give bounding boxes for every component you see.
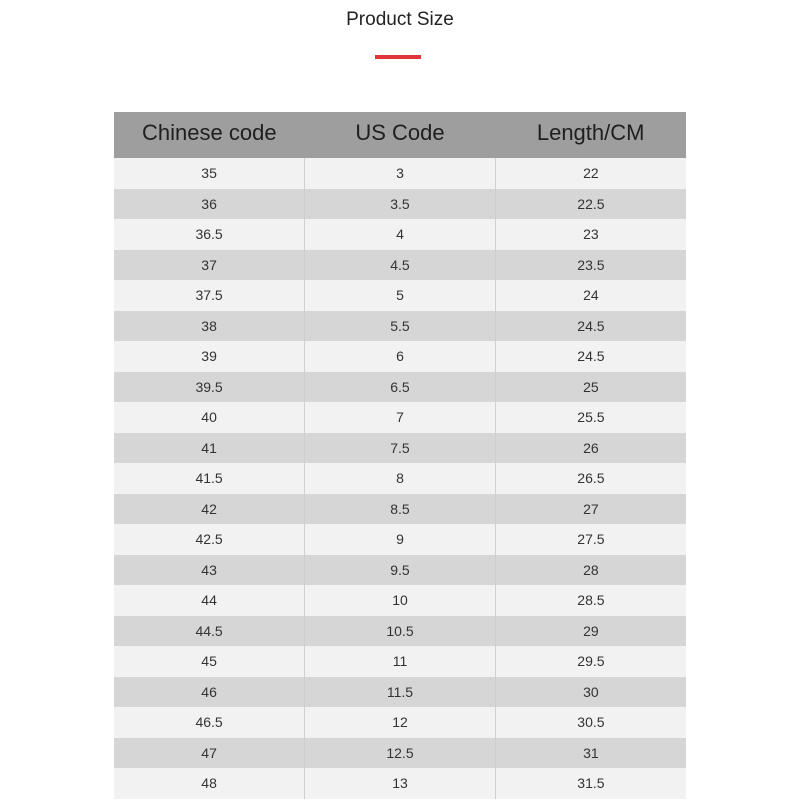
cell-length-cm: 28.5 [495,585,686,616]
cell-chinese-code: 44 [114,585,305,616]
cell-length-cm: 27 [495,494,686,525]
cell-us-code: 13 [305,768,496,799]
cell-us-code: 6.5 [305,372,496,403]
cell-chinese-code: 47 [114,738,305,769]
table-row [114,402,686,433]
cell-us-code: 7.5 [305,433,496,464]
title-accent-bar [375,55,421,59]
cell-chinese-code: 44.5 [114,616,305,647]
cell-length-cm: 26.5 [495,463,686,494]
cell-chinese-code: 46 [114,677,305,708]
cell-us-code: 4 [305,219,496,250]
cell-length-cm: 31 [495,738,686,769]
cell-length-cm: 30.5 [495,707,686,738]
table-row [114,738,686,769]
cell-us-code: 6 [305,341,496,372]
cell-chinese-code: 42.5 [114,524,305,555]
table-row [114,219,686,250]
cell-chinese-code: 36 [114,189,305,220]
table-row [114,555,686,586]
cell-length-cm: 27.5 [495,524,686,555]
cell-chinese-code: 46.5 [114,707,305,738]
size-table-body [114,158,686,799]
table-row [114,250,686,281]
cell-chinese-code: 48 [114,768,305,799]
header-length-cm [495,112,686,158]
table-row [114,189,686,220]
table-row [114,768,686,799]
cell-chinese-code: 37.5 [114,280,305,311]
table-row [114,707,686,738]
header-label: Chinese code [142,120,277,145]
cell-us-code: 12 [305,707,496,738]
cell-us-code: 9.5 [305,555,496,586]
cell-us-code: 5 [305,280,496,311]
table-row [114,585,686,616]
table-row [114,372,686,403]
cell-length-cm: 23.5 [495,250,686,281]
cell-length-cm: 24.5 [495,341,686,372]
table-row [114,677,686,708]
header-row [114,112,686,158]
table-row [114,494,686,525]
table-row [114,646,686,677]
cell-us-code: 8 [305,463,496,494]
cell-length-cm: 30 [495,677,686,708]
cell-chinese-code: 35 [114,158,305,189]
table-row [114,280,686,311]
table-row [114,311,686,342]
cell-chinese-code: 42 [114,494,305,525]
cell-chinese-code: 45 [114,646,305,677]
header-label: US Code [355,120,445,145]
page-title: Product Size [346,9,454,30]
cell-us-code: 5.5 [305,311,496,342]
table-row [114,433,686,464]
cell-length-cm: 24.5 [495,311,686,342]
size-table-header [114,112,686,158]
cell-us-code: 12.5 [305,738,496,769]
cell-us-code: 9 [305,524,496,555]
header-us-code [305,112,496,158]
cell-chinese-code: 37 [114,250,305,281]
cell-us-code: 7 [305,402,496,433]
size-table [114,112,686,799]
table-row [114,463,686,494]
cell-length-cm: 24 [495,280,686,311]
table-row [114,524,686,555]
cell-us-code: 11.5 [305,677,496,708]
cell-us-code: 3.5 [305,189,496,220]
cell-us-code: 10 [305,585,496,616]
cell-length-cm: 22 [495,158,686,189]
cell-us-code: 3 [305,158,496,189]
cell-length-cm: 22.5 [495,189,686,220]
cell-chinese-code: 38 [114,311,305,342]
cell-length-cm: 29 [495,616,686,647]
cell-us-code: 10.5 [305,616,496,647]
cell-length-cm: 29.5 [495,646,686,677]
cell-length-cm: 25 [495,372,686,403]
cell-chinese-code: 40 [114,402,305,433]
header-chinese-code [114,112,305,158]
header-label: Length/CM [536,120,645,145]
cell-length-cm: 28 [495,555,686,586]
table-row [114,341,686,372]
cell-chinese-code: 39 [114,341,305,372]
cell-us-code: 11 [305,646,496,677]
cell-chinese-code: 43 [114,555,305,586]
cell-chinese-code: 41.5 [114,463,305,494]
cell-length-cm: 23 [495,219,686,250]
table-row [114,158,686,189]
table-row [114,616,686,647]
cell-chinese-code: 36.5 [114,219,305,250]
cell-chinese-code: 39.5 [114,372,305,403]
cell-chinese-code: 41 [114,433,305,464]
cell-us-code: 4.5 [305,250,496,281]
cell-length-cm: 25.5 [495,402,686,433]
cell-us-code: 8.5 [305,494,496,525]
cell-length-cm: 31.5 [495,768,686,799]
cell-length-cm: 26 [495,433,686,464]
